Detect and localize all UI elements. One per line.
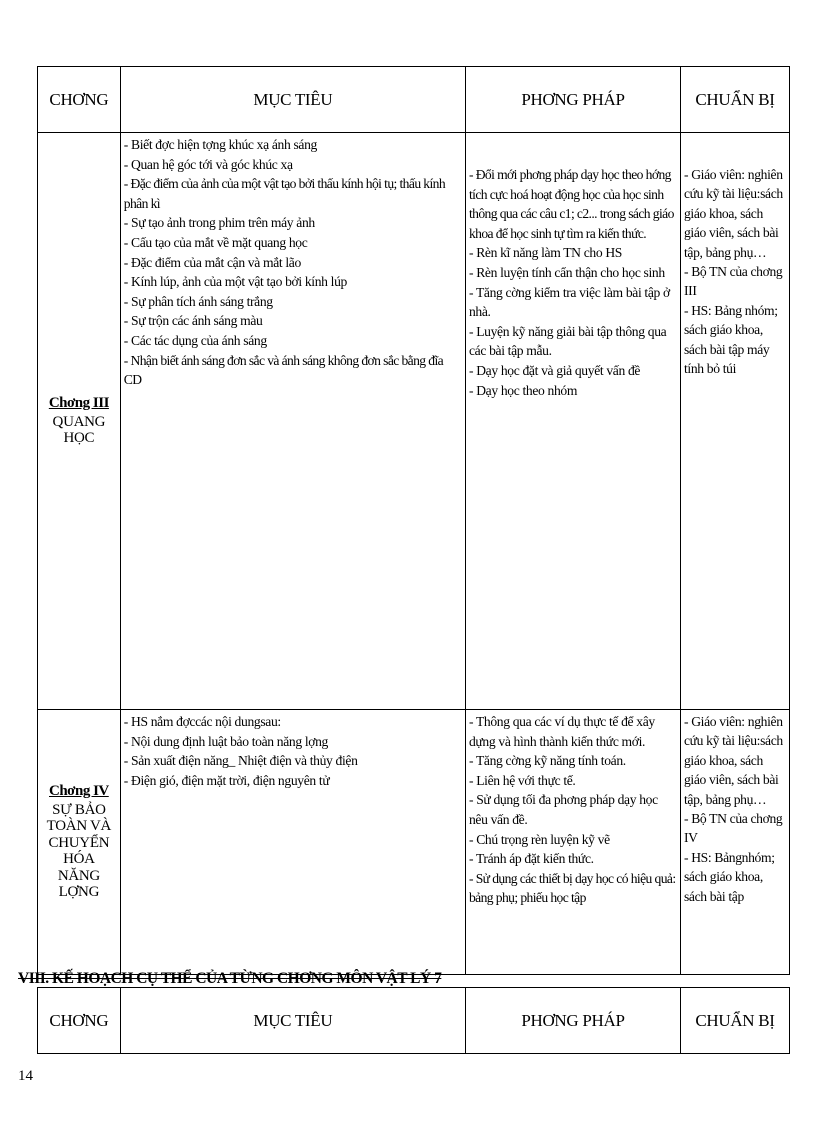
list-item: - Sử dụng các thiết bị dạy học có hiệu quả: bảng phụ; phiếu học tập bbox=[468, 870, 676, 906]
list-item: - Giáo viên: nghiên cứu kỹ tài liệu:sách giáo khoa, sách giáo viên, sách bài tập, bảng phụ… bbox=[683, 167, 783, 260]
list-item: - Liên hệ với thực tế. bbox=[468, 772, 576, 788]
objectives-cell bbox=[120, 710, 465, 975]
plan-table-physics-9 bbox=[37, 66, 790, 975]
list-item: - Các tác dụng của ánh sáng bbox=[123, 332, 267, 348]
list-item: - Sử dụng tối đa phơng pháp dạy học nêu vấn đề. bbox=[468, 792, 658, 827]
list-item: - Dạy học theo nhóm bbox=[468, 382, 578, 398]
chapter-name-line: QUANG bbox=[52, 413, 106, 430]
list-item: - Sự phân tích ánh sáng trắng bbox=[123, 293, 273, 309]
chapter-name-line: TOÀN VÀ bbox=[46, 818, 112, 835]
list-item: - Dạy học đặt và giả quyết vấn đề bbox=[468, 362, 641, 378]
objectives-cell bbox=[120, 133, 465, 710]
plan-table-physics-7 bbox=[37, 987, 790, 1054]
list-item: - HS: Bảng nhóm; sách giáo khoa, sách bài tập máy tính bỏ túi bbox=[683, 302, 778, 377]
list-item: - Thông qua các ví dụ thực tế để xây dựng và hình thành kiến thức mới. bbox=[468, 714, 655, 749]
chapter-cell bbox=[38, 133, 121, 710]
chapter-number: Chơng IV bbox=[49, 783, 109, 800]
methods-cell bbox=[465, 133, 680, 710]
list-item: - Sự trộn các ánh sáng màu bbox=[123, 313, 263, 329]
table-header-row bbox=[38, 988, 790, 1054]
table-row-chapter-4 bbox=[38, 710, 790, 975]
list-item: - HS nắm đợccác nội dungsau: bbox=[123, 714, 281, 729]
chapter-name-line: LỢNG bbox=[58, 884, 100, 901]
preparation-cell bbox=[680, 133, 789, 710]
list-item: - Bộ TN của chơng IV bbox=[683, 811, 783, 846]
page-number: 14 bbox=[18, 1068, 33, 1084]
list-item: - Giáo viên: nghiên cứu kỹ tài liệu:sách giáo khoa, sách giáo viên, sách bài tập, bảng phụ… bbox=[683, 714, 783, 807]
header-preparation: CHUẨN BỊ bbox=[680, 988, 789, 1054]
header-objectives: MỤC TIÊU bbox=[120, 67, 465, 133]
list-item: - Cấu tạo của mắt về mặt quang học bbox=[123, 234, 308, 250]
header-methods: PHƠNG PHÁP bbox=[465, 67, 680, 133]
chapter-number: Chơng III bbox=[48, 395, 109, 412]
list-item: - Nội dung định luật bảo toàn năng lợng bbox=[123, 733, 328, 749]
chapter-name-line: HỌC bbox=[63, 430, 95, 447]
header-chapter: CHƠNG bbox=[38, 67, 121, 133]
header-chapter: CHƠNG bbox=[38, 988, 121, 1054]
list-item: - Tăng cờng kiểm tra việc làm bài tập ở nhà. bbox=[468, 284, 670, 320]
chapter-cell bbox=[38, 710, 121, 975]
list-item: - Bộ TN của chơng III bbox=[683, 264, 783, 299]
table-header-row bbox=[38, 67, 790, 133]
list-item: - Tăng cờng kỹ năng tính toán. bbox=[468, 753, 626, 769]
list-item: - Rèn luyện tính cẩn thận cho học sinh bbox=[468, 264, 665, 280]
list-item: - Điện gió, điện mặt trời, điện nguyên tử bbox=[123, 772, 330, 788]
header-methods: PHƠNG PHÁP bbox=[465, 988, 680, 1054]
chapter-name-line: SỰ BẢO bbox=[52, 801, 106, 818]
list-item: - Biết đợc hiện tợng khúc xạ ánh sáng bbox=[123, 137, 317, 152]
list-item: - Chú trọng rèn luyện kỹ vẽ bbox=[468, 831, 610, 847]
list-item: - Sự tạo ảnh trong phim trên máy ảnh bbox=[123, 215, 315, 231]
list-item: - Quan hệ góc tới và góc khúc xạ bbox=[123, 156, 293, 172]
chapter-name-line: NĂNG bbox=[57, 867, 100, 884]
preparation-cell bbox=[680, 710, 789, 975]
table-row-chapter-3 bbox=[38, 133, 790, 710]
chapter-name-line: HÓA bbox=[63, 851, 95, 868]
list-item: - HS: Bảngnhóm; sách giáo khoa, sách bài tập bbox=[683, 849, 775, 904]
list-item: - Đặc điểm của mắt cận và mắt lão bbox=[123, 254, 301, 270]
list-item: - Đặc điểm của ảnh của một vật tạo bởi thấu kính hội tụ; thấu kính phân kì bbox=[123, 176, 446, 211]
header-objectives: MỤC TIÊU bbox=[120, 988, 465, 1054]
list-item: - Nhận biết ánh sáng đơn sắc và ánh sáng không đơn sắc bằng đĩa CD bbox=[123, 352, 444, 388]
list-item: - Đổi mới phơng pháp dạy học theo hớng tích cực hoá hoạt động học của học sinh thông qua các câu c1; c2... trong sách giáo khoa để học sinh tự tìm ra kiến thức. bbox=[468, 167, 674, 241]
list-item: - Rèn kĩ năng làm TN cho HS bbox=[468, 245, 622, 261]
list-item: - Sản xuất điện năng_ Nhiệt điện và thủy điện bbox=[123, 753, 358, 769]
section-title: VIII. KẾ HOẠCH CỤ THỂ CỦA TỪNG CHƠNG MÔN VẬT LÝ 7 bbox=[18, 970, 442, 987]
list-item: - Luyện kỹ năng giải bài tập thông qua các bài tập mẫu. bbox=[468, 323, 667, 359]
list-item: - Tránh áp đặt kiến thức. bbox=[468, 851, 594, 867]
header-preparation: CHUẨN BỊ bbox=[680, 67, 789, 133]
list-item: - Kính lúp, ảnh của một vật tạo bởi kính lúp bbox=[123, 274, 347, 290]
chapter-name-line: CHUYỂN bbox=[48, 834, 110, 851]
methods-cell bbox=[465, 710, 680, 975]
